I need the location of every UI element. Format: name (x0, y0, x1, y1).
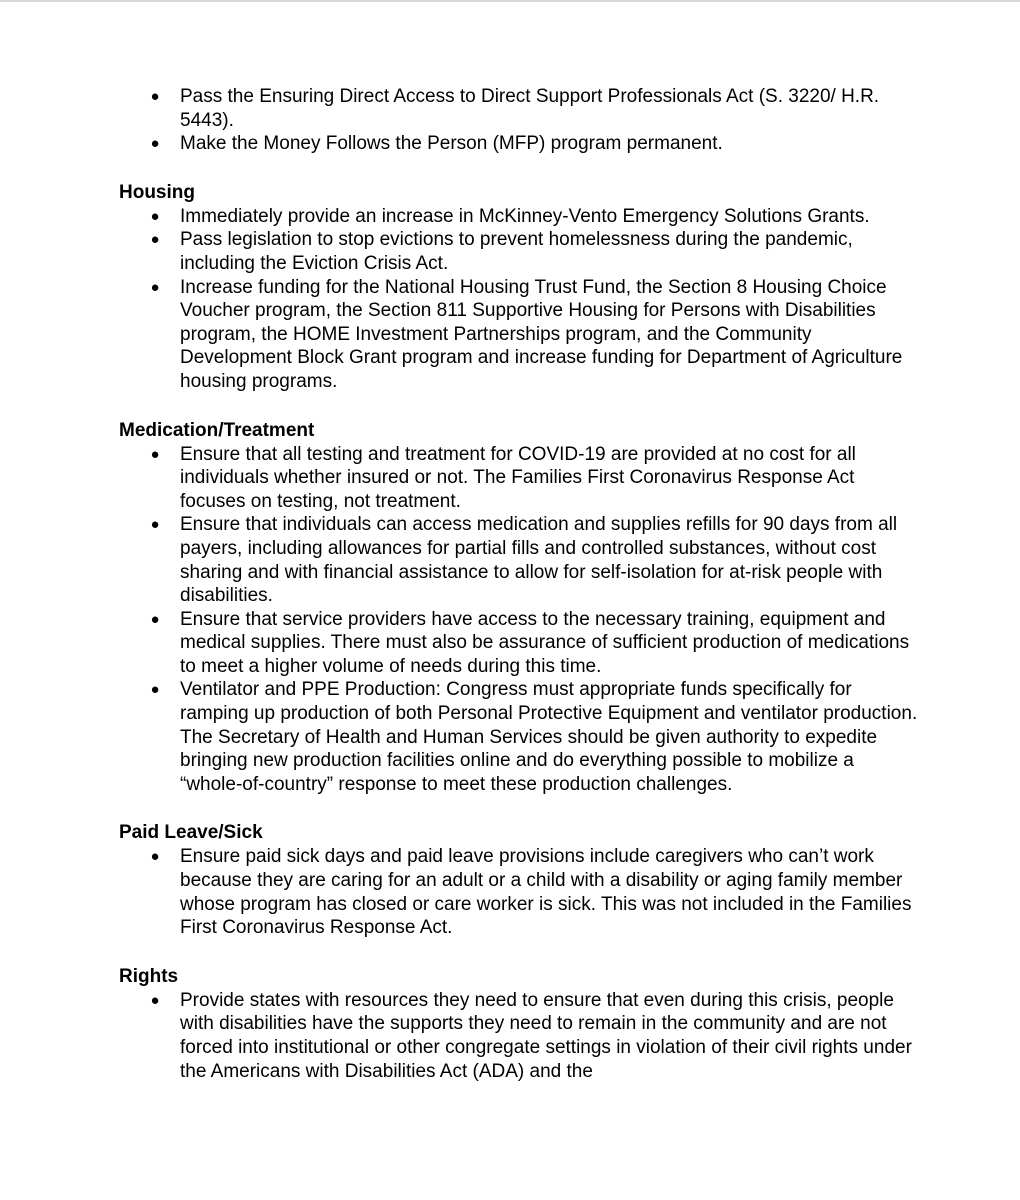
list-item-text: Increase funding for the National Housing Trust Fund, the Section 8 Housing Choice Voucher program, the Section 811 Supportive Housing for Persons with Disabilities program, the HOME Investment Partnerships program, and the Community Development Block Grant program and increase funding for Department of Agriculture housing programs. (180, 276, 903, 392)
document-page (0, 85, 1020, 1083)
bullet-list (0, 845, 1020, 939)
list-item-text: Pass legislation to stop evictions to prevent homelessness during the pandemic, including the Eviction Crisis Act. (180, 229, 853, 274)
bullet-list (0, 205, 1020, 394)
list-item (150, 845, 920, 939)
section-gap (0, 156, 1020, 181)
section-housing (0, 181, 1020, 394)
section-heading: Housing (119, 181, 195, 203)
list-item-text: Ensure paid sick days and paid leave provisions include caregivers who can’t work because they are caring for an adult or a child with a disability or aging family member whose program has closed or care worker is sick. This was not included in the Families First Coronavirus Response Act. (180, 846, 912, 939)
section-continuation (0, 85, 1020, 156)
list-item (150, 513, 920, 607)
bullet-icon: ● (150, 681, 160, 699)
bullet-icon: ● (150, 135, 160, 153)
section-heading: Medication/Treatment (119, 419, 315, 441)
bullet-icon: ● (150, 88, 160, 105)
section-heading: Rights (119, 965, 179, 987)
list-item (150, 608, 920, 679)
section-medication-treatment (0, 419, 1020, 797)
list-item (150, 205, 920, 229)
section-gap (0, 796, 1020, 821)
list-item-text: Ventilator and PPE Production: Congress must appropriate funds specifically for ramping up production of both Personal Protective Equipment and ventilator production. The Secretary of Health and Human Services should be given authority to expedite bringing new production facilities online and do everything possible to mobilize a “whole-of-country” response to meet these production challenges. (180, 679, 918, 795)
list-item-text: Ensure that individuals can access medication and supplies refills for 90 days from all payers, including allowances for partial fills and controlled substances, without cost sharing and with financial assistance to allow for self-isolation for at-risk people with disabilities. (180, 514, 898, 607)
bullet-icon: ● (150, 278, 160, 296)
section-paid-leave-sick (0, 821, 1020, 939)
bullet-icon: ● (150, 848, 160, 866)
list-item (150, 85, 920, 132)
list-item-text: Ensure that service providers have access to the necessary training, equipment and medical supplies. There must also be assurance of sufficient production of medications to meet a higher volume of needs during this time. (180, 608, 910, 677)
bullet-icon: ● (150, 207, 160, 225)
list-item-text: Make the Money Follows the Person (MFP) program permanent. (180, 133, 723, 155)
bullet-list (0, 443, 1020, 797)
list-item (150, 276, 920, 394)
bullet-icon: ● (150, 516, 160, 534)
bullet-list (0, 85, 1020, 156)
list-item (150, 678, 920, 796)
bullet-icon: ● (150, 445, 160, 463)
section-gap (0, 940, 1020, 965)
list-item-text: Immediately provide an increase in McKinney-Vento Emergency Solutions Grants. (180, 205, 870, 227)
list-item-text: Pass the Ensuring Direct Access to Direct Support Professionals Act (S. 3220/ H.R. 5443). (180, 86, 880, 131)
bullet-icon: ● (150, 991, 160, 1009)
section-heading: Paid Leave/Sick (119, 822, 263, 844)
section-gap (0, 394, 1020, 419)
list-item-text: Ensure that all testing and treatment for COVID-19 are provided at no cost for all individuals whether insured or not. The Families First Coronavirus Response Act focuses on testing, not treatment. (180, 443, 856, 512)
list-item (150, 443, 920, 514)
bullet-list (0, 989, 1020, 1083)
list-item (150, 132, 920, 156)
list-item-text: Provide states with resources they need to ensure that even during this crisis, people with disabilities have the supports they need to remain in the community and are not forced into institutional or other congregate settings in violation of their civil rights under the Americans with Disabilities Act (ADA) and the (180, 989, 912, 1082)
section-rights (0, 965, 1020, 1083)
list-item (150, 228, 920, 275)
bullet-icon: ● (150, 610, 160, 628)
list-item (150, 989, 920, 1083)
bullet-icon: ● (150, 231, 160, 249)
page-top-border (0, 0, 1020, 2)
